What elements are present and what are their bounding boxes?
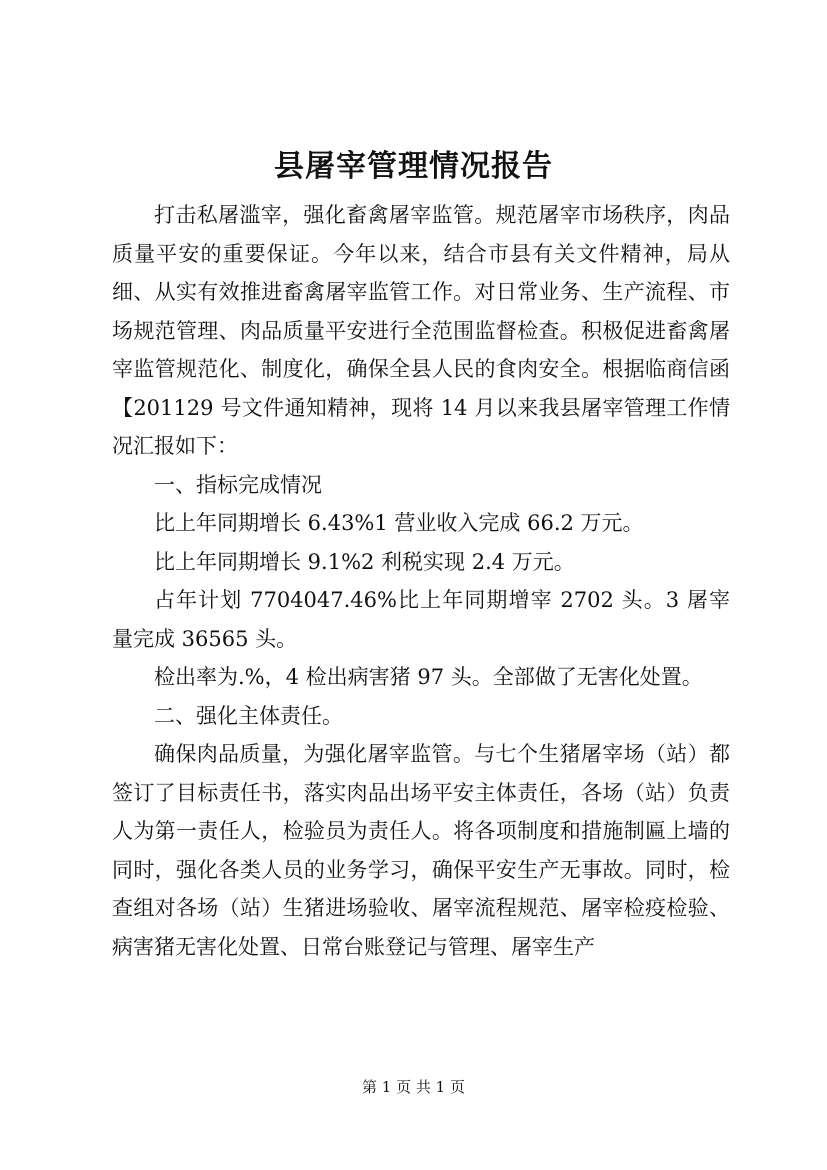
section-heading-responsibility: 二、强化主体责任。 [154,703,343,728]
section-heading-indicators: 一、指标完成情况 [154,472,322,497]
document-title: 县屠宰管理情况报告 [274,149,553,184]
indicator-revenue: 比上年同期增长 6.43%1 营业收入完成 66.2 万元。 [154,511,644,535]
indicator-detection-rate: 检出率为.%，4 检出病害猪 97 头。全部做了无害化处置。 [154,665,703,689]
indicator-tax: 比上年同期增长 9.1%2 利税实现 2.4 万元。 [154,549,575,574]
document-body [112,196,730,966]
intro-paragraph: 打击私屠滥宰，强化畜禽屠宰监管。规范屠宰市场秩序，肉品质量平安的重要保证。今年以来，结合市县有关文件精神，局从细、从实有效推进畜禽屠宰监管工作。对日常业务、生产流程、市场规范管理、肉品质量平安进行全范围监督检查。积极促进畜禽屠宰监管规范化、制度化，确保全县人民的食肉安全。根据临商信函【201129 号文件通知精神，现将 14 月以来我县屠宰管理工作情况汇报如下： [112,203,730,458]
indicator-slaughter-volume: 占年计划 7704047.46%比上年同期增宰 2702 头。3 屠宰量完成 36565 头。 [112,588,730,651]
responsibility-paragraph: 确保肉品质量，为强化屠宰监管。与七个生猪屠宰场（站）都签订了目标责任书，落实肉品出场平安主体责任，各场（站）负责人为第一责任人，检验员为责任人。将各项制度和措施制匾上墙的同时，强化各类人员的业务学习，确保平安生产无事故。同时，检查组对各场（站）生猪进场验收、屠宰流程规范、屠宰检疫检验、病害猪无害化处置、日常台账登记与管理、屠宰生产 [112,742,730,959]
page-footer: 第 1 页 共 1 页 [362,1078,465,1096]
